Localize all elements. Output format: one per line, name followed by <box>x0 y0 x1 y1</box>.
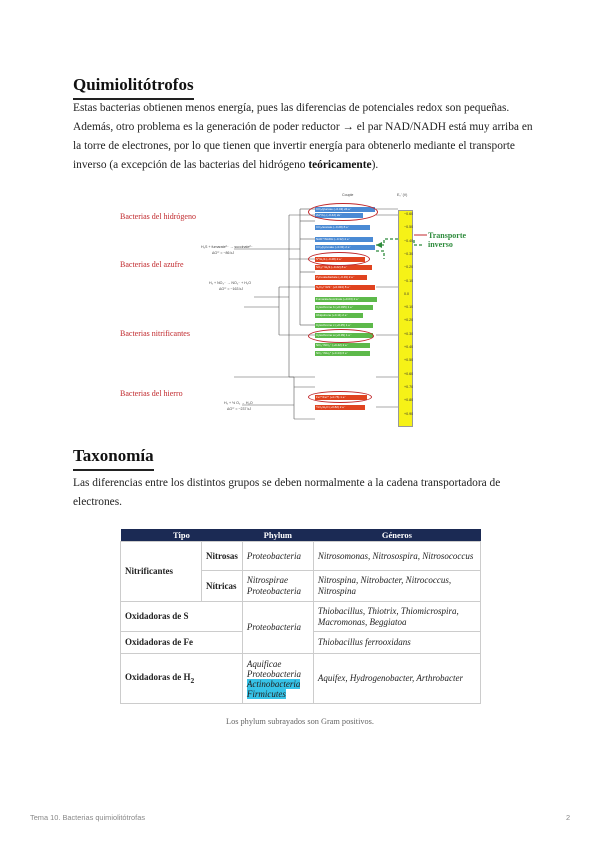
phylum-firmicutes: Firmicutes <box>246 688 286 699</box>
scale-tick: 0.0 <box>404 291 409 296</box>
scale-tick: −0.30 <box>404 251 414 256</box>
couple-box: ½O₂/H₂O (+0.82) 2 e⁻ <box>315 405 365 410</box>
cell-nitricas-generos: Nitrospina, Nitrobacter, Nitrococcus, Nitrospina <box>313 571 480 602</box>
scale-tick: +0.90 <box>404 411 414 416</box>
couple-box: NO₂⁻/NH₄⁺ (+0.44) 6 e⁻ <box>315 351 370 356</box>
scale-tick: +0.50 <box>404 358 414 363</box>
scale-tick: +0.40 <box>404 345 414 349</box>
table-caption: Los phylum subrayados son Gram positivos. <box>226 717 374 726</box>
cell-nitrosas-generos: Nitrosomonas, Nitrosospira, Nitrosococcus <box>313 542 480 571</box>
phylum-actinobacteria: Actinobacteria <box>246 678 301 689</box>
scale-tick: +0.80 <box>404 398 414 403</box>
label-bacterias-hidrogeno: Bacterias del hidrógeno <box>120 212 196 221</box>
header-couple: Couple <box>342 193 354 197</box>
couple-box: Cytochrome c (+0.25) 1 e⁻ <box>315 323 373 328</box>
highlight-oval <box>308 391 372 403</box>
cell-oxs-generos: Thiobacillus, Thiotrix, Thiomicrospira, Macromonas, Beggiatoa <box>313 602 480 632</box>
cell-oxidadoras-h2 <box>121 654 243 704</box>
intro-bold: teóricamente <box>308 159 372 171</box>
equation-oxygen-dg: ΔG⁰' = −237 kJ <box>227 407 252 411</box>
scale-tick: +0.20 <box>404 318 414 323</box>
cell-nitrosas-phylum: Proteobacteria <box>242 542 313 571</box>
highlight-oval <box>308 203 378 221</box>
section-title-taxonomia: Taxonomía <box>73 446 154 471</box>
couple-box: SO₄²⁻/H₂S (−0.22) 8 e⁻ <box>315 265 372 270</box>
phylum-aquificae: Aquificae <box>246 658 282 669</box>
taxonomy-table <box>120 529 481 704</box>
equation-nitrite: H₂ + NO₃⁻ → NO₂⁻ + H₂O <box>209 281 251 285</box>
equation-sulfur: H₂S + fumarate²⁻ → succinate²⁻ <box>201 245 253 249</box>
scale-tick: −0.50 <box>404 225 414 230</box>
cell-oxidadoras-s: Oxidadoras de S <box>121 602 243 632</box>
phylum-nitrospirae: Nitrospirae <box>246 575 289 585</box>
header-phylum: Phylum <box>242 529 313 542</box>
oxh2-sub: 2 <box>190 675 195 685</box>
table-header-row <box>121 529 481 542</box>
phylum-proteobacteria: Proteobacteria <box>246 668 301 679</box>
header-tipo: Tipo <box>121 529 243 542</box>
cell-nitrificantes: Nitrificantes <box>121 542 202 602</box>
scale-tick: +0.10 <box>404 305 414 310</box>
table-row <box>121 542 481 571</box>
highlight-oval <box>308 252 370 266</box>
label-bacterias-nitrificantes: Bacterias nitrificantes <box>120 329 190 338</box>
scale-tick: −0.20 <box>404 265 414 270</box>
cell-nitricas-phylum <box>242 571 313 602</box>
table-row <box>121 602 481 632</box>
taxonomy-paragraph: Las diferencias entre los distintos grupos se deben normalmente a la cadena transportadora de electrones. <box>73 477 501 508</box>
scale-tick: −0.10 <box>404 278 414 283</box>
couple-box: S⁰/H₂S (−0.28) 2 e⁻ <box>315 257 365 262</box>
couple-box: CO₂/glucose (−0.43) 24 e⁻ <box>315 207 375 212</box>
intro-text-2: ). <box>371 159 379 171</box>
scale-tick: +0.70 <box>404 384 414 389</box>
couple-box: Fe³⁺/Fe²⁺ (+0.76) 1 e⁻ <box>315 395 367 400</box>
couple-box: Pyruvate/lactate (−0.19) 2 e⁻ <box>315 275 367 280</box>
equation-oxygen: H₂ + ½ O₂ → H₂O <box>224 401 253 405</box>
cell-oxfe-generos: Thiobacillus ferrooxidans <box>313 632 480 654</box>
header-e0: E₀' (V) <box>397 193 408 197</box>
scale-tick: +0.30 <box>404 331 414 336</box>
couple-box: Cytochrome a (+0.39) 1 e⁻ <box>315 333 373 338</box>
couple-box: S₂O₃²⁻/HS⁻ (+0.024) 8 e⁻ <box>315 285 375 290</box>
phylum-proteobacteria: Proteobacteria <box>246 586 301 596</box>
header-generos: Géneros <box>313 529 480 542</box>
cell-oxh2-generos: Aquifex, Hydrogenobacter, Arthrobacter <box>313 654 480 704</box>
transporte-inverso-label: Transporte inverso <box>428 231 467 249</box>
couple-box: CO₂/acetate (−0.28) 8 e⁻ <box>315 225 370 230</box>
label-bacterias-azufre: Bacterias del azufre <box>120 260 184 269</box>
equation-sulfur-dg: ΔG⁰' = −86 kJ <box>212 251 235 255</box>
cell-oxs-fe-phylum: Proteobacteria <box>242 602 313 654</box>
cell-nitrosas: Nitrosas <box>202 542 243 571</box>
table-row <box>121 654 481 704</box>
highlight-oval <box>308 329 374 343</box>
scale-tick: −0.60 <box>404 212 414 216</box>
cell-oxh2-phylum <box>242 654 313 704</box>
footer-title: Tema 10. Bacterias quimiolitótrofas <box>30 813 146 822</box>
couple-box: NO₃⁻/NO₂⁻ (+0.42) 2 e⁻ <box>315 343 370 348</box>
scale-tick: +0.60 <box>404 371 414 376</box>
couple-box: Cytochrome b (+0.035) 1 e⁻ <box>315 305 373 310</box>
couple-box: CO₂/pyruvate (−0.31) 2 e⁻ <box>315 245 375 250</box>
cell-oxidadoras-fe: Oxidadoras de Fe <box>121 632 243 654</box>
couple-box: NAD⁺/NADH (−0.32) 2 e⁻ <box>315 237 373 242</box>
label-bacterias-hierro: Bacterias del hierro <box>120 389 183 398</box>
equation-nitrite-dg: ΔG⁰' = −163 kJ <box>219 287 244 291</box>
intro-text-1: Estas bacterias obtienen menos energía, pues las diferencias de potenciales redox son pequeñas. Además, otro problema es la generación de poder reductor → el par NAD/NADH está muy arriba en la torre de electrones, por lo que tienen que invertir energía para obtenerlo mediante el transporte inverso (a excepción de las bacterias del hidrógeno <box>73 102 533 171</box>
scale-tick: −0.40 <box>404 238 414 243</box>
electron-tower-figure <box>114 187 486 427</box>
couple-box: Ubiquinone (+0.11) 2 e⁻ <box>315 313 363 318</box>
oxh2-prefix: Oxidadoras de H <box>125 671 191 682</box>
section-title-quimiolitotrofos: Quimiolitótrofos <box>73 75 194 100</box>
intro-paragraph <box>73 99 533 175</box>
cell-nitricas: Nítricas <box>202 571 243 602</box>
couple-box: Fumarate/succinate (+0.03) 2 e⁻ <box>315 297 377 302</box>
footer-page-number: 2 <box>566 813 571 822</box>
couple-box: 2H⁺/H₂ (−0.42) 2e⁻ <box>315 213 363 218</box>
